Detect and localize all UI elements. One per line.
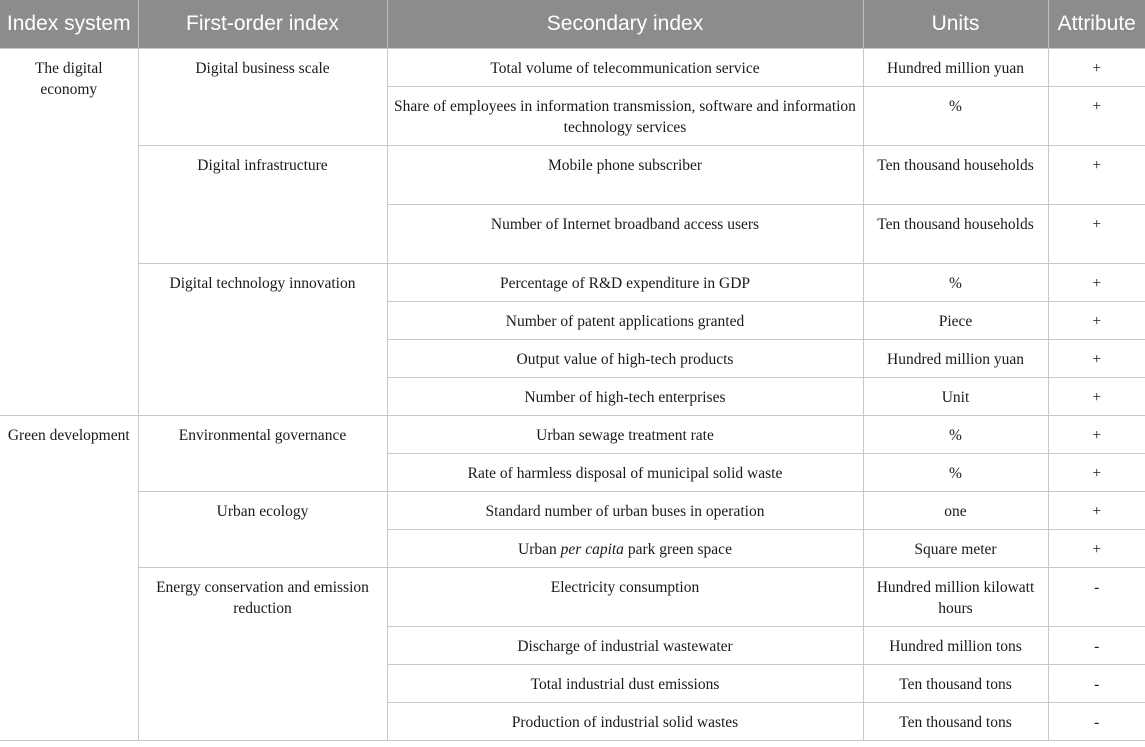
secondary-index-cell: Number of patent applications granted [387,301,863,339]
units-cell: Ten thousand tons [863,664,1048,702]
attribute-cell: + [1048,377,1145,415]
attribute-cell: + [1048,491,1145,529]
table-row [0,415,1145,453]
units-cell: one [863,491,1048,529]
table-row [0,567,1145,626]
units-cell: Ten thousand tons [863,702,1048,740]
units-cell: % [863,263,1048,301]
units-cell: Hundred million tons [863,626,1048,664]
first-order-energy-conservation: Energy conservation and emission reduction [138,567,387,740]
header-first-order-index: First-order index [138,0,387,48]
header-row [0,0,1145,48]
first-order-urban-ecology: Urban ecology [138,491,387,567]
table-row [0,145,1145,204]
secondary-index-cell: Urban sewage treatment rate [387,415,863,453]
secondary-index-cell: Rate of harmless disposal of municipal solid waste [387,453,863,491]
header-secondary-index: Secondary index [387,0,863,48]
header-units: Units [863,0,1048,48]
secondary-text-italic: per capita [560,540,624,558]
units-cell: Ten thousand households [863,204,1048,263]
units-cell: Hundred million yuan [863,48,1048,86]
secondary-index-cell: Output value of high-tech products [387,339,863,377]
table-row [0,48,1145,86]
header-index-system: Index system [0,0,138,48]
secondary-text-pre: Urban [518,540,561,558]
attribute-cell: + [1048,145,1145,204]
secondary-index-cell: Percentage of R&D expenditure in GDP [387,263,863,301]
attribute-cell: + [1048,204,1145,263]
secondary-index-cell: Share of employees in information transmission, software and information technology services [387,86,863,145]
attribute-cell: + [1048,415,1145,453]
attribute-cell: - [1048,567,1145,626]
attribute-cell: + [1048,453,1145,491]
attribute-cell: - [1048,702,1145,740]
secondary-index-cell: Electricity consumption [387,567,863,626]
secondary-index-cell: Production of industrial solid wastes [387,702,863,740]
attribute-cell: + [1048,86,1145,145]
first-order-environmental-governance: Environmental governance [138,415,387,491]
units-cell: % [863,453,1048,491]
units-cell: Piece [863,301,1048,339]
secondary-index-cell: Mobile phone subscriber [387,145,863,204]
secondary-index-cell: Standard number of urban buses in operation [387,491,863,529]
attribute-cell: + [1048,301,1145,339]
attribute-cell: + [1048,529,1145,567]
units-cell: % [863,86,1048,145]
table-row [0,491,1145,529]
attribute-cell: - [1048,664,1145,702]
secondary-index-cell: Number of Internet broadband access users [387,204,863,263]
units-cell: Ten thousand households [863,145,1048,204]
attribute-cell: + [1048,48,1145,86]
secondary-text-post: park green space [623,540,732,558]
secondary-index-cell [387,529,863,567]
secondary-index-cell: Total volume of telecommunication service [387,48,863,86]
attribute-cell: + [1048,263,1145,301]
units-cell: Square meter [863,529,1048,567]
secondary-index-cell: Total industrial dust emissions [387,664,863,702]
table-row [0,263,1145,301]
header-attribute: Attribute [1048,0,1145,48]
secondary-index-cell: Discharge of industrial wastewater [387,626,863,664]
first-order-digital-technology-innovation: Digital technology innovation [138,263,387,415]
index-system-green-development: Green development [0,415,138,740]
units-cell: Hundred million kilowatt hours [863,567,1048,626]
secondary-index-cell: Number of high-tech enterprises [387,377,863,415]
index-system-digital-economy: The digital economy [0,48,138,415]
units-cell: % [863,415,1048,453]
units-cell: Unit [863,377,1048,415]
attribute-cell: - [1048,626,1145,664]
units-cell: Hundred million yuan [863,339,1048,377]
first-order-digital-business-scale: Digital business scale [138,48,387,145]
attribute-cell: + [1048,339,1145,377]
first-order-digital-infrastructure: Digital infrastructure [138,145,387,263]
